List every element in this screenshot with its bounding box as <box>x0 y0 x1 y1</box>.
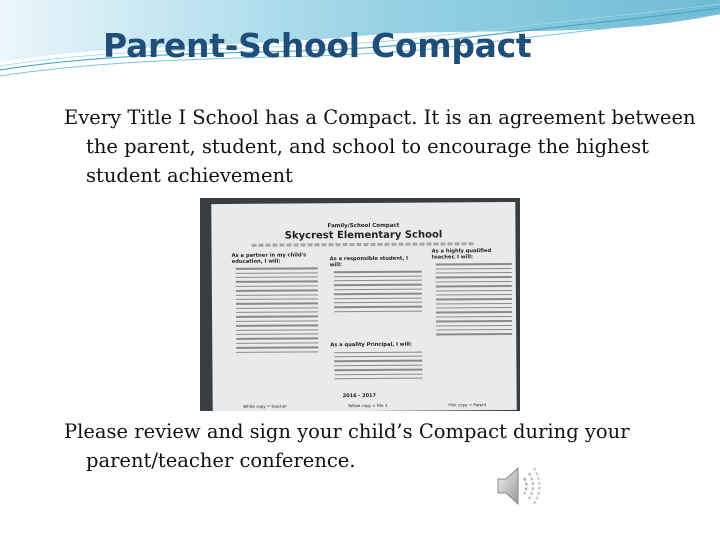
footer-white-copy: White copy = teacher <box>243 403 287 409</box>
compact-header: Family/School Compact <box>327 222 400 230</box>
parent-heading: As a partner in my child's education, I will: <box>231 252 307 265</box>
footer-pink-copy: Pink copy = Parent <box>448 402 487 408</box>
speaker-icon[interactable] <box>494 462 546 510</box>
student-column <box>330 257 422 316</box>
footer-yellow-copy: Yellow copy = File 1 <box>347 402 388 409</box>
subtitle-text-lines <box>252 242 476 247</box>
school-year: 2016 - 2017 <box>342 392 377 400</box>
principal-heading: As a quality Principal, I will: <box>330 341 413 349</box>
principal-column <box>330 343 422 383</box>
teacher-column <box>432 249 513 338</box>
compact-document <box>211 202 516 411</box>
intro-paragraph: Every Title I School has a Compact. It is an agreement between the parent, student, and school to encourage the highest student achievement <box>64 106 696 187</box>
compact-photo <box>200 198 520 411</box>
parent-column <box>232 253 319 356</box>
teacher-heading: As a highly qualified teacher, I will: <box>431 248 492 261</box>
review-paragraph: Please review and sign your child’s Compact during your parent/teacher conference. <box>64 420 630 472</box>
slide-title: Parent-School Compact <box>103 26 532 65</box>
school-name: Skycrest Elementary School <box>284 229 443 242</box>
student-heading: As a responsible student, I will: <box>329 255 409 268</box>
copy-distribution-footer <box>213 402 517 409</box>
